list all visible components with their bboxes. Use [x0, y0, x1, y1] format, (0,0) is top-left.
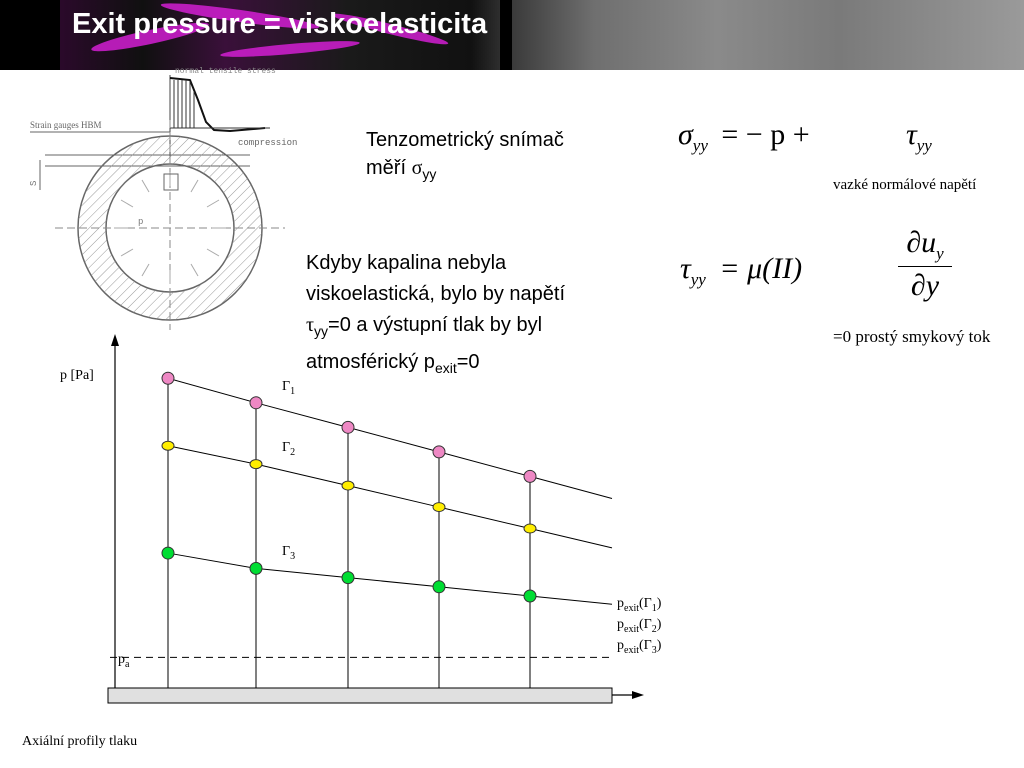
yy-subscript: yy [422, 166, 437, 182]
eq2-numerator [898, 226, 952, 264]
label-strain-gauges: Strain gauges HBM [30, 120, 102, 130]
data-point [162, 441, 174, 450]
eq1-mid: = − p + [721, 118, 810, 151]
kdyby-text [306, 248, 565, 384]
kdyby-line-1: Kdyby kapalina nebyla [306, 252, 507, 274]
eq2-sub: yy [690, 270, 706, 289]
series-name-label: $\Gamma_1$ [282, 378, 296, 397]
baseline-label-p: p [118, 652, 125, 667]
data-point [162, 547, 174, 559]
eq2-denominator: ∂y [910, 269, 940, 302]
pressure-chart [108, 334, 644, 703]
label-s: S [29, 180, 39, 186]
data-point [250, 562, 262, 574]
series-name-label: $\Gamma_3$ [282, 544, 296, 563]
sigma-symbol: σ [411, 157, 423, 179]
data-point [433, 581, 445, 593]
equation-1 [678, 118, 810, 156]
kdyby-line-4-prefix: atmosférický p [306, 351, 435, 373]
eq2-num-sub: y [936, 244, 944, 263]
eq2-note: =0 prostý smykový tok [833, 327, 991, 346]
eq2-fraction-bar [898, 266, 952, 267]
data-point [250, 460, 262, 469]
eq2-rhs: = μ(II) [719, 252, 803, 285]
kdyby-line-3-suffix: =0 a výstupní tlak by byl [328, 314, 543, 336]
data-point [524, 470, 536, 482]
exit-pressure-label: $p_{exit}(\Gamma_3)$ [617, 638, 662, 656]
strain-gauge-text [366, 126, 564, 188]
data-point [342, 421, 354, 433]
pipe-cross-section [30, 75, 285, 330]
x-axis-pipe [108, 688, 612, 703]
label-p: p [138, 217, 144, 227]
eq1-note: vazké normálové napětí [833, 177, 977, 193]
strain-line-1: Tenzometrický snímač [366, 129, 564, 151]
exit-pressure-label: $p_{exit}(\Gamma_2)$ [617, 617, 662, 635]
label-tensile: normal tensile stress [175, 67, 276, 76]
data-point [342, 481, 354, 490]
series-name-label: $\Gamma_2$ [282, 440, 296, 458]
kdyby-line-4 [306, 347, 565, 384]
y-axis-arrow [111, 334, 119, 346]
eq1-tau-sub: yy [916, 136, 932, 155]
exit-pressure-label: $p_{exit}(\Gamma_1)$ [617, 596, 662, 614]
strain-line-2 [366, 154, 564, 188]
x-axis-arrow [632, 691, 644, 699]
data-point [433, 446, 445, 458]
equation-2 [680, 252, 802, 290]
eq2-fraction [898, 226, 952, 303]
slide-title: Exit pressure = viskoelasticita [72, 8, 488, 40]
eq1-sub: yy [692, 136, 708, 155]
kdyby-line-2: viskoelastická, bylo by napětí [306, 283, 566, 305]
data-point [524, 524, 536, 533]
series-line-2 [168, 446, 612, 548]
baseline-label [118, 652, 129, 670]
data-point [524, 590, 536, 602]
eq2-tau: τ [680, 252, 691, 285]
label-compression: compression [238, 138, 298, 148]
kdyby-line-3 [306, 310, 565, 347]
tau-symbol: τ [306, 314, 315, 336]
data-point [342, 572, 354, 584]
eq1-tau: τ [906, 118, 917, 151]
data-point [162, 372, 174, 384]
kdyby-line-4-suffix: =0 [456, 351, 480, 373]
data-point [433, 503, 445, 512]
y-axis-label: p [Pa] [60, 368, 94, 383]
series-line-1 [168, 378, 612, 498]
chart-caption: Axiální profily tlaku [22, 734, 138, 749]
data-point [250, 397, 262, 409]
exit-subscript: exit [434, 360, 457, 376]
eq1-sigma: σ [678, 118, 693, 151]
strain-line-2-prefix: měří [366, 157, 412, 179]
equation-1-tau [906, 118, 932, 156]
eq2-num: ∂u [906, 226, 937, 259]
series-line-3 [168, 553, 612, 604]
baseline-label-sub: a [125, 658, 130, 670]
yy-subscript: yy [314, 323, 329, 339]
